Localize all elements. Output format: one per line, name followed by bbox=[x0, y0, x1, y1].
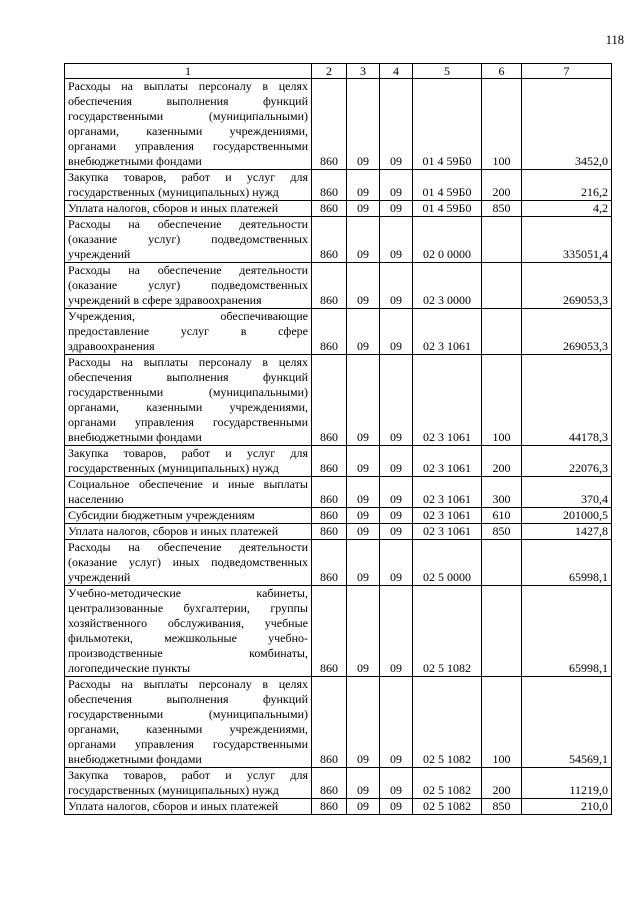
expense-name-cell: Уплата налогов, сборов и иных платежей bbox=[65, 799, 312, 815]
amount-cell: 65998,1 bbox=[522, 586, 612, 677]
expense-name-cell: Расходы на обеспечение деятельности (оказание услуг) подведомственных учреждений в сфере здравоохранения bbox=[65, 263, 312, 309]
grbs-code-cell: 860 bbox=[312, 768, 347, 799]
grbs-code-cell: 860 bbox=[312, 586, 347, 677]
expense-type-cell: 100 bbox=[482, 677, 522, 768]
expense-type-cell: 200 bbox=[482, 170, 522, 201]
expense-type-cell: 100 bbox=[482, 79, 522, 170]
expense-name-cell: Расходы на выплаты персоналу в целях обеспечения выполнения функций государственными (муниципальными) органами, казенными учреждениями, органами управления государственными внебюджетными фондами bbox=[65, 355, 312, 446]
target-article-cell: 01 4 59Б0 bbox=[413, 79, 482, 170]
grbs-code-cell: 860 bbox=[312, 170, 347, 201]
table-row bbox=[65, 768, 612, 799]
expense-name-cell: Расходы на обеспечение деятельности (оказание услуг) иных подведомственных учреждений bbox=[65, 540, 312, 586]
expense-name-cell: Уплата налогов, сборов и иных платежей bbox=[65, 524, 312, 540]
grbs-code-cell: 860 bbox=[312, 309, 347, 355]
amount-cell: 269053,3 bbox=[522, 263, 612, 309]
header-row bbox=[65, 64, 612, 79]
subsection-code-cell: 09 bbox=[380, 217, 413, 263]
target-article-cell: 02 3 1061 bbox=[413, 524, 482, 540]
expense-name-cell: Расходы на выплаты персоналу в целях обеспечения выполнения функций государственными (муниципальными) органами, казенными учреждениями, органами управления государственными внебюджетными фондами bbox=[65, 79, 312, 170]
section-code-cell: 09 bbox=[347, 677, 380, 768]
grbs-code-cell: 860 bbox=[312, 540, 347, 586]
subsection-code-cell: 09 bbox=[380, 677, 413, 768]
page-number: 118 bbox=[605, 33, 624, 47]
section-code-cell: 09 bbox=[347, 309, 380, 355]
expense-type-cell: 200 bbox=[482, 768, 522, 799]
amount-cell: 4,2 bbox=[522, 201, 612, 217]
section-code-cell: 09 bbox=[347, 170, 380, 201]
target-article-cell: 02 5 1082 bbox=[413, 677, 482, 768]
subsection-code-cell: 09 bbox=[380, 446, 413, 477]
col-header: 1 bbox=[65, 64, 312, 79]
expense-type-cell bbox=[482, 309, 522, 355]
section-code-cell: 09 bbox=[347, 355, 380, 446]
subsection-code-cell: 09 bbox=[380, 768, 413, 799]
target-article-cell: 02 3 1061 bbox=[413, 446, 482, 477]
grbs-code-cell: 860 bbox=[312, 677, 347, 768]
section-code-cell: 09 bbox=[347, 508, 380, 524]
section-code-cell: 09 bbox=[347, 217, 380, 263]
expense-type-cell: 610 bbox=[482, 508, 522, 524]
expense-name-cell: Учреждения, обеспечивающие предоставление услуг в сфере здравоохранения bbox=[65, 309, 312, 355]
grbs-code-cell: 860 bbox=[312, 508, 347, 524]
section-code-cell: 09 bbox=[347, 586, 380, 677]
expense-name-cell: Субсидии бюджетным учреждениям bbox=[65, 508, 312, 524]
subsection-code-cell: 09 bbox=[380, 477, 413, 508]
table-row bbox=[65, 201, 612, 217]
expense-type-cell: 200 bbox=[482, 446, 522, 477]
expense-name-cell: Социальное обеспечение и иные выплаты населению bbox=[65, 477, 312, 508]
expense-name-cell: Закупка товаров, работ и услуг для государственных (муниципальных) нужд bbox=[65, 446, 312, 477]
expense-name-cell: Закупка товаров, работ и услуг для государственных (муниципальных) нужд bbox=[65, 768, 312, 799]
table-row bbox=[65, 677, 612, 768]
amount-cell: 216,2 bbox=[522, 170, 612, 201]
col-header: 2 bbox=[312, 64, 347, 79]
target-article-cell: 02 5 1082 bbox=[413, 768, 482, 799]
amount-cell: 22076,3 bbox=[522, 446, 612, 477]
grbs-code-cell: 860 bbox=[312, 355, 347, 446]
amount-cell: 44178,3 bbox=[522, 355, 612, 446]
target-article-cell: 02 5 0000 bbox=[413, 540, 482, 586]
col-header: 7 bbox=[522, 64, 612, 79]
grbs-code-cell: 860 bbox=[312, 799, 347, 815]
table-row bbox=[65, 524, 612, 540]
amount-cell: 335051,4 bbox=[522, 217, 612, 263]
col-header: 4 bbox=[380, 64, 413, 79]
subsection-code-cell: 09 bbox=[380, 263, 413, 309]
target-article-cell: 02 3 1061 bbox=[413, 477, 482, 508]
target-article-cell: 02 3 1061 bbox=[413, 508, 482, 524]
expense-type-cell bbox=[482, 586, 522, 677]
table-row bbox=[65, 540, 612, 586]
grbs-code-cell: 860 bbox=[312, 79, 347, 170]
subsection-code-cell: 09 bbox=[380, 524, 413, 540]
amount-cell: 1427,8 bbox=[522, 524, 612, 540]
section-code-cell: 09 bbox=[347, 524, 380, 540]
table-row bbox=[65, 799, 612, 815]
subsection-code-cell: 09 bbox=[380, 79, 413, 170]
expense-name-cell: Закупка товаров, работ и услуг для государственных (муниципальных) нужд bbox=[65, 170, 312, 201]
amount-cell: 269053,3 bbox=[522, 309, 612, 355]
grbs-code-cell: 860 bbox=[312, 524, 347, 540]
grbs-code-cell: 860 bbox=[312, 477, 347, 508]
subsection-code-cell: 09 bbox=[380, 355, 413, 446]
expense-type-cell bbox=[482, 540, 522, 586]
col-header: 6 bbox=[482, 64, 522, 79]
subsection-code-cell: 09 bbox=[380, 309, 413, 355]
amount-cell: 65998,1 bbox=[522, 540, 612, 586]
expense-type-cell: 850 bbox=[482, 799, 522, 815]
target-article-cell: 01 4 59Б0 bbox=[413, 170, 482, 201]
subsection-code-cell: 09 bbox=[380, 508, 413, 524]
expense-type-cell: 850 bbox=[482, 524, 522, 540]
table-row bbox=[65, 586, 612, 677]
amount-cell: 210,0 bbox=[522, 799, 612, 815]
grbs-code-cell: 860 bbox=[312, 263, 347, 309]
table-row bbox=[65, 170, 612, 201]
section-code-cell: 09 bbox=[347, 201, 380, 217]
amount-cell: 54569,1 bbox=[522, 677, 612, 768]
grbs-code-cell: 860 bbox=[312, 217, 347, 263]
expense-type-cell bbox=[482, 217, 522, 263]
target-article-cell: 02 5 1082 bbox=[413, 586, 482, 677]
target-article-cell: 02 0 0000 bbox=[413, 217, 482, 263]
target-article-cell: 02 5 1082 bbox=[413, 799, 482, 815]
subsection-code-cell: 09 bbox=[380, 799, 413, 815]
target-article-cell: 02 3 0000 bbox=[413, 263, 482, 309]
grbs-code-cell: 860 bbox=[312, 446, 347, 477]
table-row bbox=[65, 217, 612, 263]
target-article-cell: 02 3 1061 bbox=[413, 355, 482, 446]
expense-type-cell: 100 bbox=[482, 355, 522, 446]
amount-cell: 11219,0 bbox=[522, 768, 612, 799]
expense-type-cell bbox=[482, 263, 522, 309]
section-code-cell: 09 bbox=[347, 540, 380, 586]
subsection-code-cell: 09 bbox=[380, 170, 413, 201]
table-row bbox=[65, 355, 612, 446]
grbs-code-cell: 860 bbox=[312, 201, 347, 217]
amount-cell: 201000,5 bbox=[522, 508, 612, 524]
col-header: 3 bbox=[347, 64, 380, 79]
amount-cell: 370,4 bbox=[522, 477, 612, 508]
col-header: 5 bbox=[413, 64, 482, 79]
table-row bbox=[65, 446, 612, 477]
section-code-cell: 09 bbox=[347, 79, 380, 170]
section-code-cell: 09 bbox=[347, 768, 380, 799]
table-row bbox=[65, 508, 612, 524]
table-row bbox=[65, 263, 612, 309]
subsection-code-cell: 09 bbox=[380, 201, 413, 217]
subsection-code-cell: 09 bbox=[380, 586, 413, 677]
target-article-cell: 02 3 1061 bbox=[413, 309, 482, 355]
expense-type-cell: 300 bbox=[482, 477, 522, 508]
section-code-cell: 09 bbox=[347, 446, 380, 477]
target-article-cell: 01 4 59Б0 bbox=[413, 201, 482, 217]
expense-type-cell: 850 bbox=[482, 201, 522, 217]
table-row bbox=[65, 477, 612, 508]
section-code-cell: 09 bbox=[347, 799, 380, 815]
expense-name-cell: Учебно-методические кабинеты, централизованные бухгалтерии, группы хозяйственного обслуживания, учебные фильмотеки, межшкольные учебно-производственные комбинаты, логопедические пункты bbox=[65, 586, 312, 677]
table-row bbox=[65, 79, 612, 170]
subsection-code-cell: 09 bbox=[380, 540, 413, 586]
expense-name-cell: Уплата налогов, сборов и иных платежей bbox=[65, 201, 312, 217]
expense-name-cell: Расходы на обеспечение деятельности (оказание услуг) подведомственных учреждений bbox=[65, 217, 312, 263]
section-code-cell: 09 bbox=[347, 263, 380, 309]
budget-table bbox=[64, 63, 612, 815]
section-code-cell: 09 bbox=[347, 477, 380, 508]
expense-name-cell: Расходы на выплаты персоналу в целях обеспечения выполнения функций государственными (муниципальными) органами, казенными учреждениями, органами управления государственными внебюджетными фондами bbox=[65, 677, 312, 768]
amount-cell: 3452,0 bbox=[522, 79, 612, 170]
table-row bbox=[65, 309, 612, 355]
